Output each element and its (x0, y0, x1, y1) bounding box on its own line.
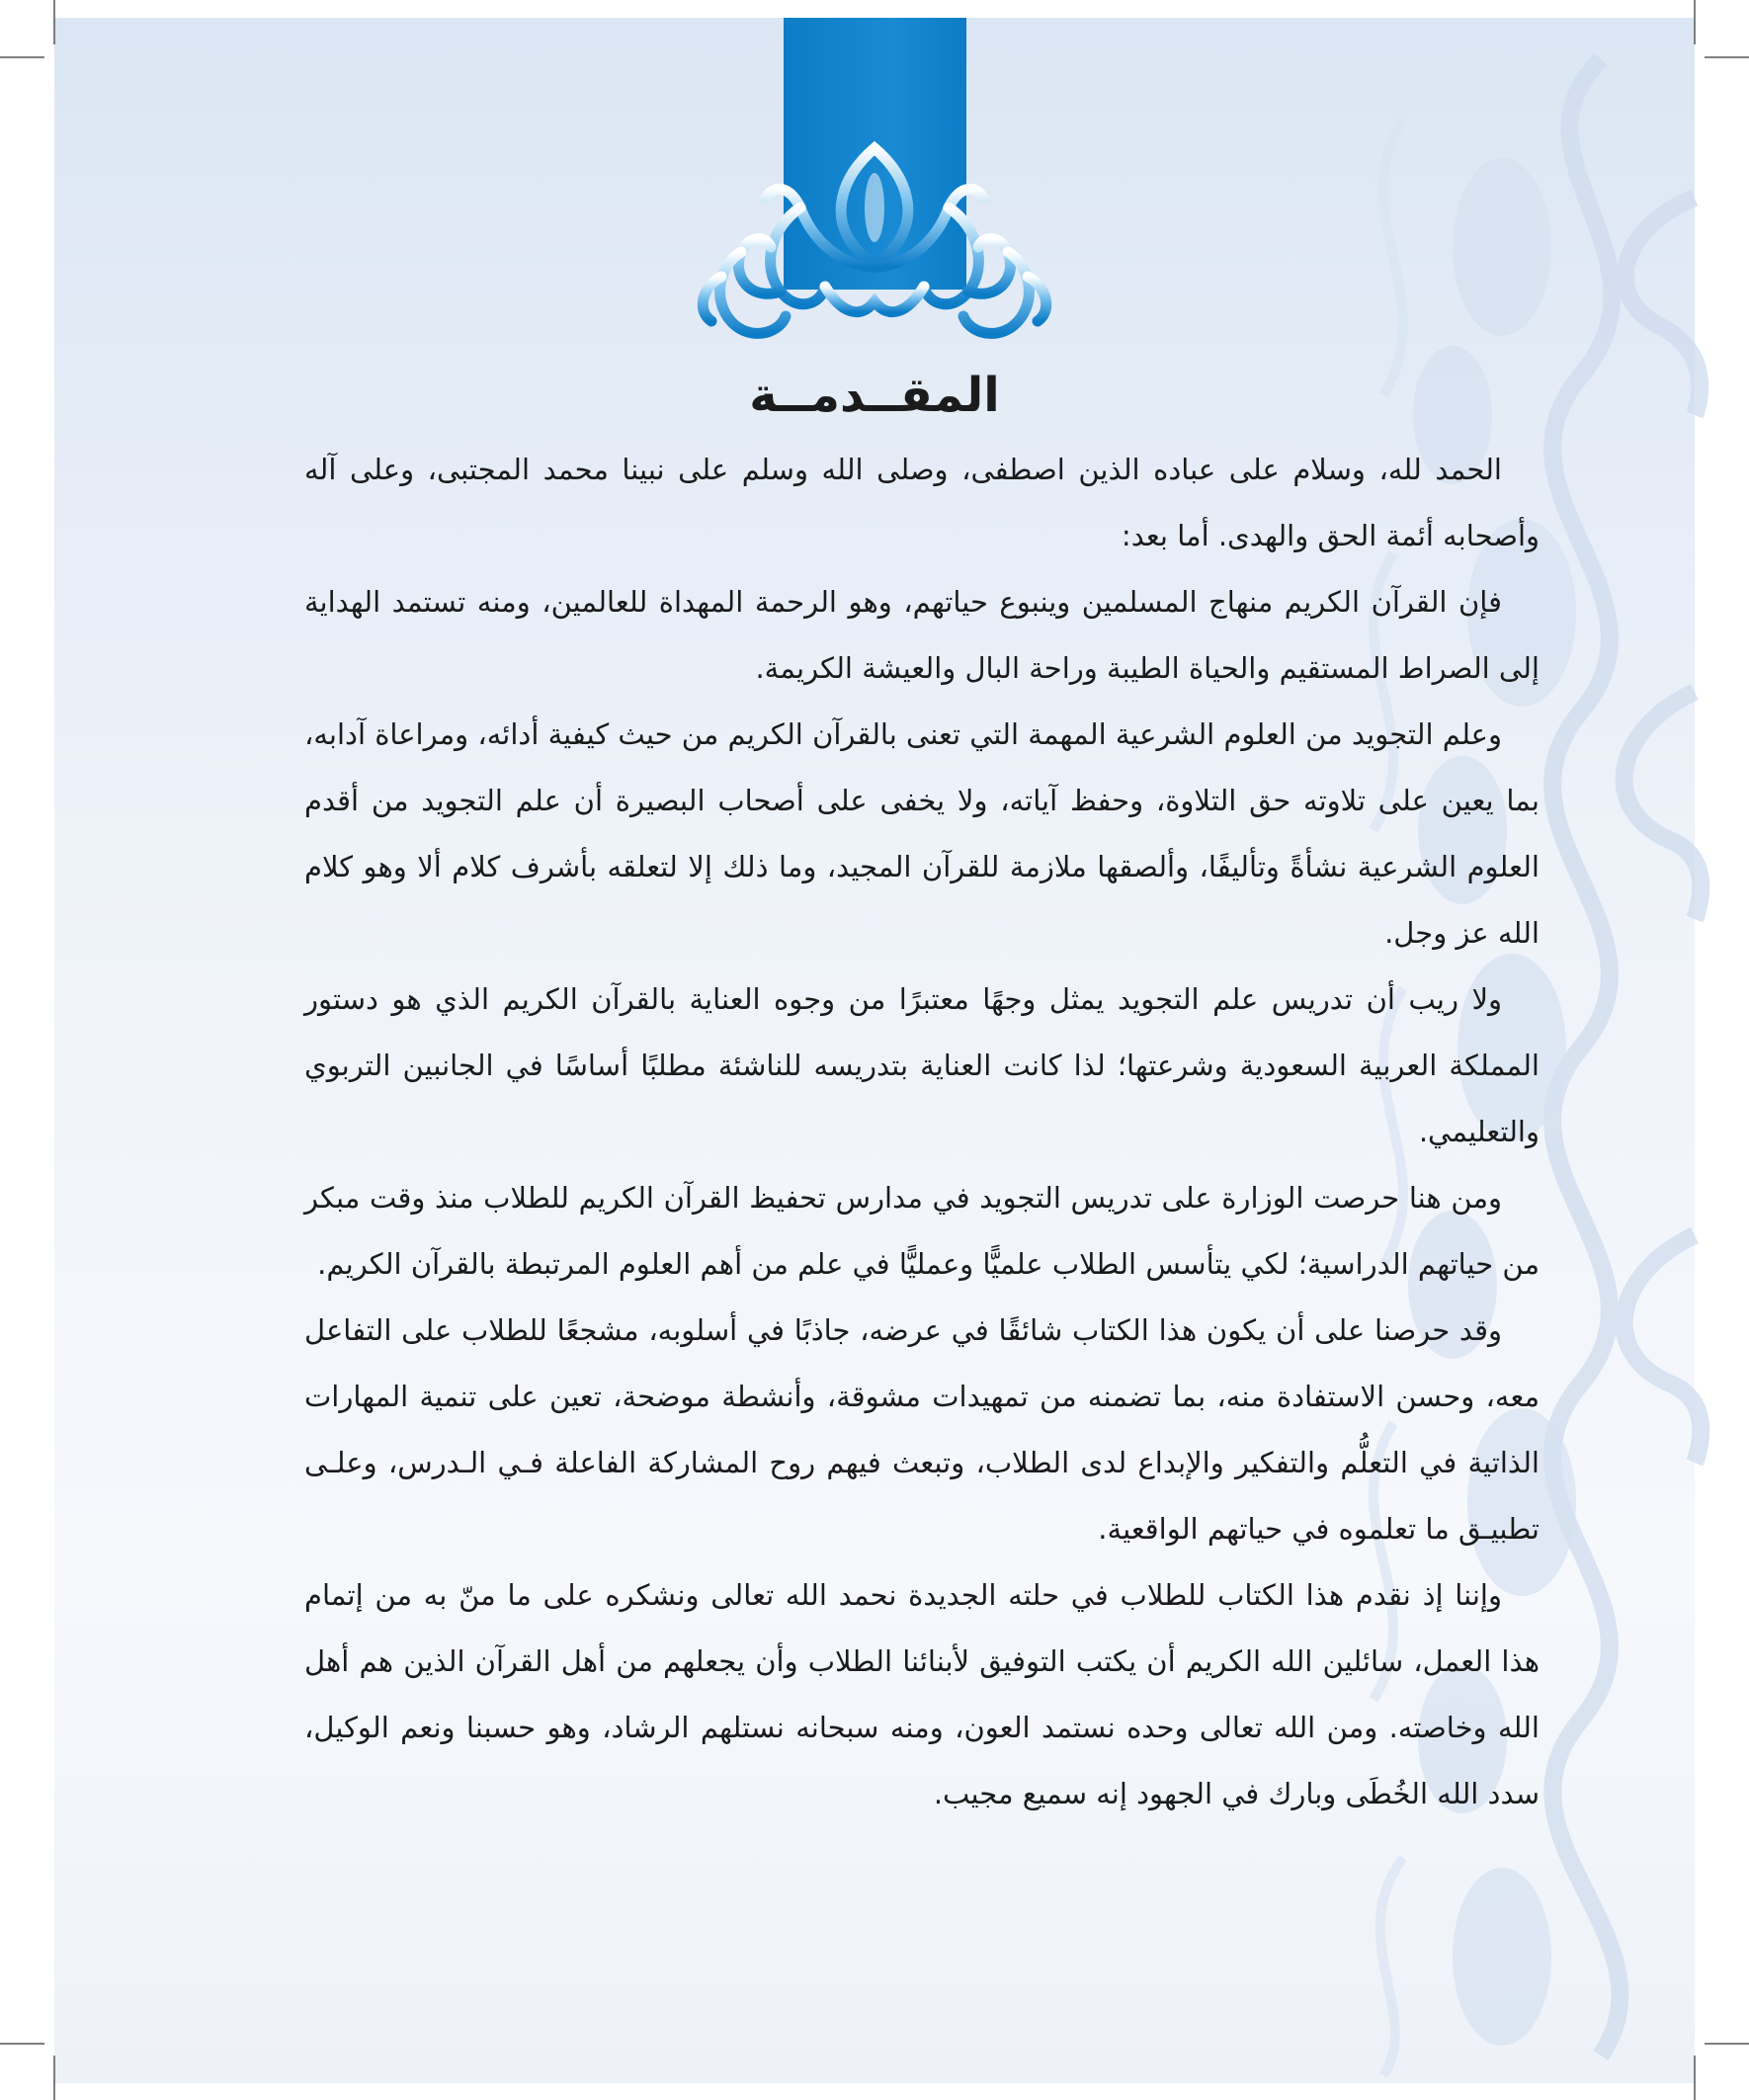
paragraph: وعلم التجويد من العلوم الشرعية المهمة التي تعنى بالقرآن الكريم من حيث كيفية أدائه، ومراعاة آدابه، بما يعين على تلاوته حق التلاوة، وحفظ آياته، ولا يخفى على أصحاب البصيرة أن علم التجويد من أقدم العلوم الشرعية نشأةً وتأليفًا، وألصقها ملازمة للقرآن المجيد، وما ذلك إلا لتعلقه بأشرف كلام ألا وهو كلام الله عز وجل. (304, 717, 1540, 950)
paragraph: الحمد لله، وسلام على عباده الذين اصطفى، وصلى الله وسلم على نبينا محمد المجتبى، وعلى آله وأصحابه أئمة الحق والهدى. أما بعد: (304, 453, 1540, 552)
paragraph: ومن هنا حرصت الوزارة على تدريس التجويد في مدارس تحفيظ القرآن الكريم للطلاب منذ وقت مبكر من حياتهم الدراسية؛ لكي يتأسس الطلاب علميًّا وعمليًّا في علم من أهم العلوم المرتبطة بالقرآن الكريم. (304, 1181, 1540, 1281)
paragraph: وقد حرصنا على أن يكون هذا الكتاب شائقًا في عرضه، جاذبًا في أسلوبه، مشجعًا للطلاب على التفاعل معه، وحسن الاستفادة منه، بما تضمنه من تمهيدات مشوقة، وأنشطة موضحة، تعين على تنمية المهارات الذاتية في التعلُّم والتفكير والإبداع لدى الطلاب، وتبعث فيهم روح المشاركة الفاعلة فـي الـدرس، وعلـى تطبيـق ما تعلموه في حياتهم الواقعية. (304, 1313, 1540, 1546)
paragraph: ولا ريب أن تدريس علم التجويد يمثل وجهًا معتبرًا من وجوه العناية بالقرآن الكريم الذي هو دستور المملكة العربية السعودية وشرعتها؛ لذا كانت العناية بتدريسه للناشئة مطلبًا أساسًا في الجانبين التربوي والتعليمي. (304, 982, 1540, 1148)
arabesque-ornament-icon (682, 128, 1067, 366)
paragraph: وإننا إذ نقدم هذا الكتاب للطلاب في حلته الجديدة نحمد الله تعالى ونشكره على ما منّ به من إتمام هذا العمل، سائلين الله الكريم أن يكتب التوفيق لأبنائنا الطلاب وأن يجعلهم من أهل القرآن الذين هم أهل الله وخاصته. ومن الله تعالى وحده نستمد العون، ومنه سبحانه نستلهم الرشاد، وهو حسبنا ونعم الوكيل، سدد الله الخُطَى وبارك في الجهود إنه سميع مجيب. (304, 1578, 1540, 1810)
page-title: المقــدمــة (749, 368, 1000, 423)
body-text (304, 437, 1540, 1827)
paragraph: فإن القرآن الكريم منهاج المسلمين وينبوع حياتهم، وهو الرحمة المهداة للعالمين، ومنه تستمد الهداية إلى الصراط المستقيم والحياة الطيبة وراحة البال والعيشة الكريمة. (304, 585, 1540, 685)
